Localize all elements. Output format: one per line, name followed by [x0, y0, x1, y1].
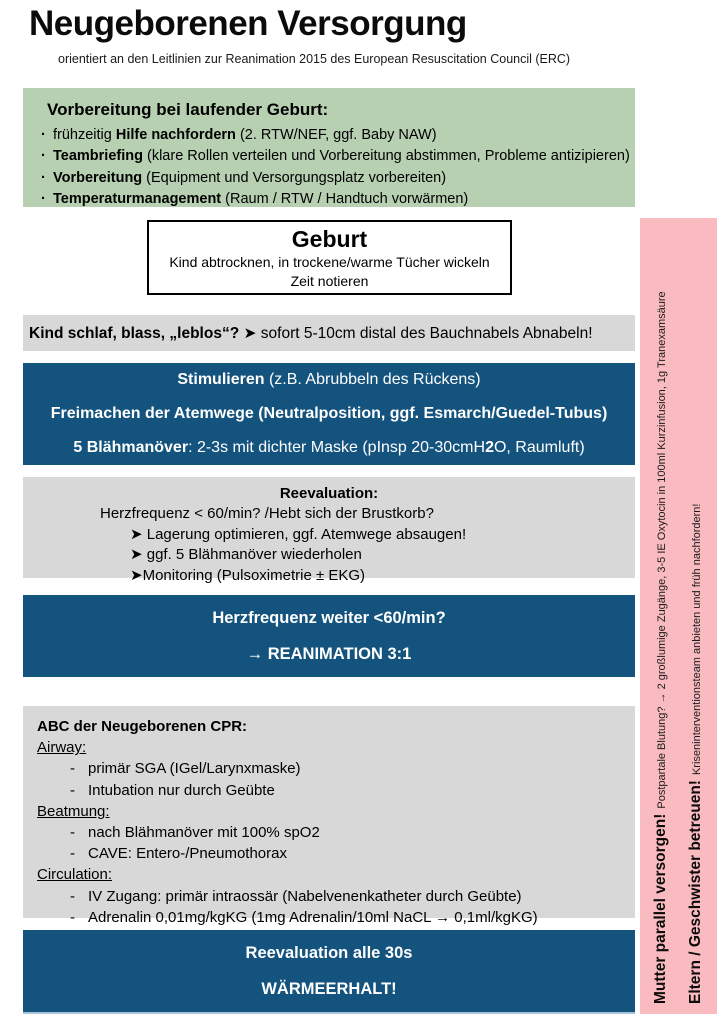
- final-line-2: WÄRMEERHALT!: [261, 980, 397, 998]
- abc-airway-item: - Intubation nur durch Geübte: [70, 780, 635, 801]
- limp-check-bar: [23, 315, 635, 351]
- abc-circulation-item: - Adrenalin 0,01mg/kgKG (1mg Adrenalin/10ml NaCL → 0,1ml/kgKG): [70, 907, 635, 928]
- page-title: Neugeborenen Versorgung: [29, 4, 467, 43]
- reevaluation-action: ➤ ggf. 5 Blähmanöver wiederholen: [130, 546, 362, 564]
- reevaluation-action: ➤Monitoring (Pulsoximetrie ± EKG): [130, 566, 366, 584]
- stimulate-line-3: 5 Blähmanöver: 2-3s mit dichter Maske (pInsp 20-30cmH2O, Raumluft): [73, 439, 585, 456]
- sidebar-line-2: Eltern / Geschwister betreuen!Kriseninterventionsteam anbieten und früh nachfordern!: [686, 503, 704, 1004]
- abc-beatmung-item: - nach Blähmanöver mit 100% spO2: [70, 822, 635, 843]
- bullet-dot-icon: ·: [41, 127, 46, 143]
- final-line-1: Reevaluation alle 30s: [245, 944, 413, 962]
- abc-airway-label: Airway:: [37, 739, 87, 757]
- sidebar-line-1: Mutter parallel versorgen!Postpartale Blutung? → 2 großlumige Zugänge, 3-5 IE Oxytocin in 100ml Kurzinfusion, 1g Tranexamsäure: [651, 291, 669, 1004]
- dash-bullet-icon: -: [70, 845, 75, 863]
- dash-bullet-icon: -: [70, 760, 75, 778]
- reevaluation-box: [23, 477, 635, 584]
- bullet-dot-icon: ·: [41, 169, 46, 186]
- preparation-item: · Vorbereitung (Equipment und Versorgungsplatz vorbereiten): [41, 168, 621, 189]
- reevaluation-question: Herzfrequenz < 60/min? /Hebt sich der Brustkorb?: [100, 505, 434, 523]
- abc-circulation-item: - IV Zugang: primär intraossär (Nabelvenenkatheter durch Geübte): [70, 886, 635, 907]
- preparation-item: · Teambriefing (klare Rollen verteilen und Vorbereitung abstimmen, Probleme antizipieren): [41, 146, 621, 167]
- page-subtitle: orientiert an den Leitlinien zur Reanimation 2015 des European Resuscitation Council (ERC): [58, 52, 571, 66]
- dash-bullet-icon: -: [70, 887, 75, 905]
- abc-heading: ABC der Neugeborenen CPR:: [37, 718, 248, 735]
- preparation-item: · Temperaturmanagement (Raum / RTW / Handtuch vorwärmen): [41, 189, 621, 210]
- reevaluation-actions: [130, 525, 635, 586]
- abc-circulation-label: Circulation:: [37, 866, 113, 884]
- final-box: [23, 930, 635, 1014]
- low-hr-question: Herzfrequenz weiter <60/min?: [212, 609, 446, 627]
- birth-instruction-2: Zeit notieren: [290, 273, 369, 289]
- mother-sidebar: [640, 218, 717, 1014]
- birth-instruction-1: Kind abtrocknen, in trockene/warme Tücher wickeln: [169, 254, 490, 270]
- preparation-box: [23, 88, 635, 207]
- bullet-dot-icon: ·: [41, 148, 46, 165]
- stimulate-line-1: Stimulieren (z.B. Abrubbeln des Rückens): [177, 371, 481, 388]
- dash-bullet-icon: -: [70, 908, 75, 926]
- low-hr-box: [23, 595, 635, 677]
- reevaluation-heading: Reevaluation:: [279, 485, 379, 502]
- dash-bullet-icon: -: [70, 824, 75, 842]
- low-hr-action: → REANIMATION 3:1: [246, 645, 412, 663]
- stimulate-box: [23, 363, 635, 465]
- bullet-dot-icon: ·: [41, 191, 46, 208]
- birth-title: Geburt: [291, 226, 368, 252]
- mother-sidebar-rotated-text: [640, 218, 717, 1014]
- abc-beatmung-label: Beatmung:: [37, 802, 110, 820]
- preparation-item: · frühzeitig Hilfe nachfordern (2. RTW/NEF, ggf. Baby NAW): [41, 125, 621, 146]
- birth-box: [147, 220, 512, 295]
- abc-box: [23, 706, 635, 926]
- dash-bullet-icon: -: [70, 781, 75, 799]
- preparation-heading: Vorbereitung bei laufender Geburt:: [47, 100, 329, 119]
- abc-airway-item: - primär SGA (IGel/Larynxmaske): [70, 758, 635, 779]
- abc-beatmung-item: - CAVE: Entero-/Pneumothorax: [70, 843, 635, 864]
- limp-check-action: ➤ sofort 5-10cm distal des Bauchnabels Abnabeln!: [239, 324, 593, 342]
- reevaluation-action: ➤ Lagerung optimieren, ggf. Atemwege absaugen!: [130, 525, 467, 543]
- stimulate-line-2: Freimachen der Atemwege (Neutralposition, ggf. Esmarch/Guedel-Tubus): [50, 405, 608, 422]
- preparation-list: [37, 125, 630, 211]
- limp-check-question: Kind schlaf, blass, „leblos“?: [29, 324, 240, 342]
